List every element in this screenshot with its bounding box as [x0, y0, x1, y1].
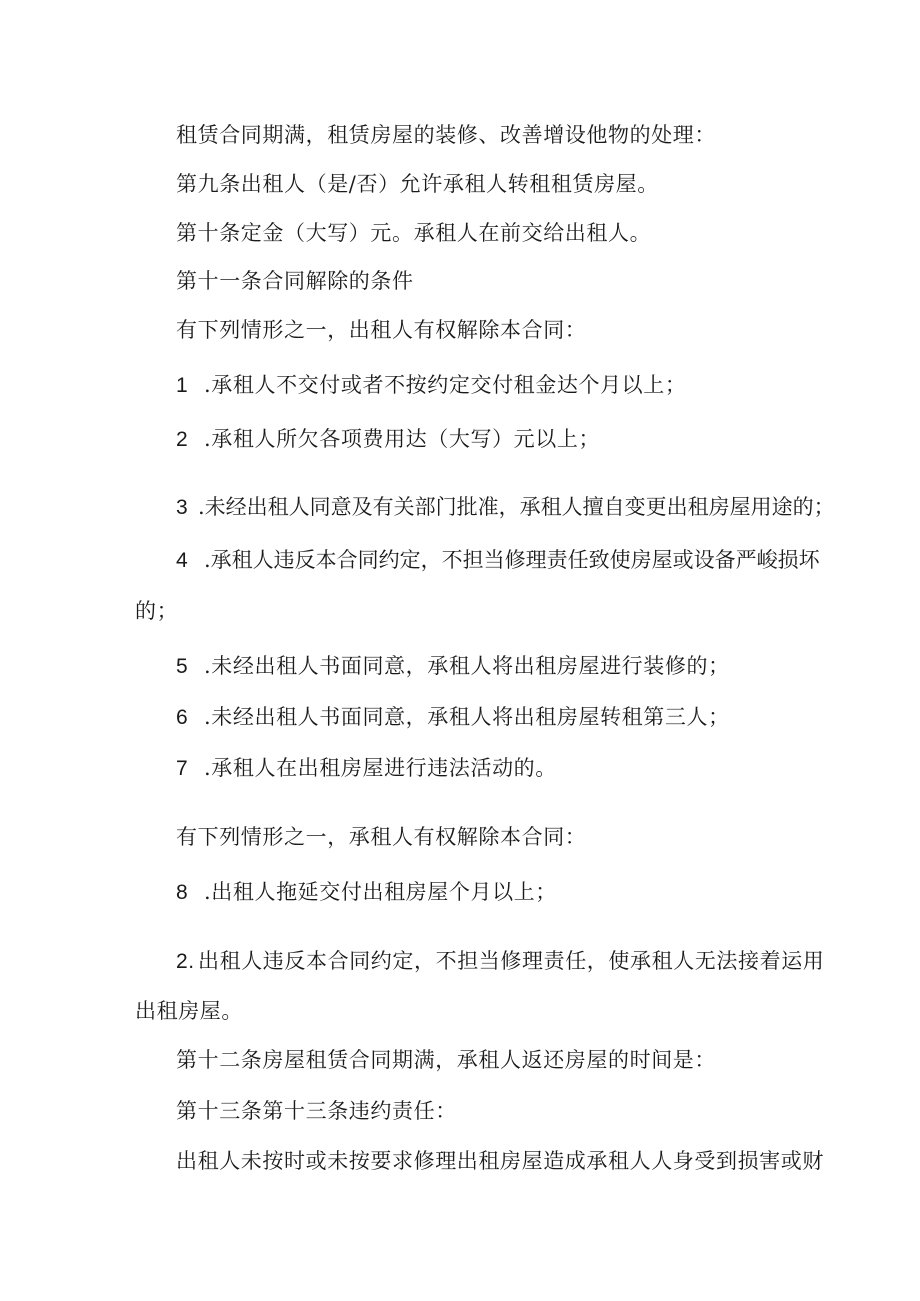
lessee-termination-intro: 有下列情形之一，承租人有权解除本合同：: [176, 825, 587, 849]
list-item: [176, 546, 820, 575]
item-number: 3: [176, 496, 189, 519]
item-text: .未经出租人书面同意，承租人将出租房屋进行装修的；: [204, 654, 730, 678]
list-item: [176, 878, 557, 907]
item-number: 8: [176, 881, 189, 904]
item-number: 2: [176, 428, 189, 451]
item-text: 出租人违反本合同约定，不担当修理责任，使承租人无法接着运用: [198, 949, 825, 973]
list-item: [176, 947, 824, 976]
list-item: [176, 493, 835, 522]
item-number: 5: [176, 655, 189, 678]
item-number: 6: [176, 706, 189, 729]
item-text: .出租人拖延交付出租房屋个月以上；: [204, 880, 557, 904]
item-number: 1: [176, 374, 189, 397]
item-text: .承租人违反本合同约定，不担当修理责任致使房屋或设备严峻损坏: [204, 548, 820, 572]
item-number: 4: [176, 549, 189, 572]
item-text: .未经出租人书面同意，承租人将出租房屋转租第三人；: [204, 705, 730, 729]
item-number: 2.: [176, 950, 195, 973]
article-9: 第九条出租人（是/否）允许承租人转租租赁房屋。: [176, 172, 659, 196]
article-11-heading: 第十一条合同解除的条件: [176, 269, 414, 293]
list-item: [176, 652, 730, 681]
article-13-heading: 第十三条第十三条违约责任：: [176, 1099, 457, 1123]
list-item-continuation: 的；: [135, 599, 179, 623]
list-item: [176, 371, 686, 400]
paragraph-lease-expiry: 租赁合同期满，租赁房屋的装修、改善增设他物的处理：: [176, 123, 716, 147]
breach-liability-paragraph: 出租人未按时或未按要求修理出租房屋造成承租人人身受到损害或财: [176, 1149, 824, 1173]
list-item: [176, 703, 730, 732]
lessor-termination-intro: 有下列情形之一，出租人有权解除本合同：: [176, 318, 587, 342]
list-item: [176, 425, 600, 454]
item-text: .承租人所欠各项费用达（大写）元以上；: [204, 427, 601, 451]
item-number: 7: [176, 757, 189, 780]
item-text: .承租人不交付或者不按约定交付租金达个月以上；: [204, 373, 687, 397]
list-item: [176, 754, 557, 783]
item-text: .未经出租人同意及有关部门批准，承租人擅自变更出租房屋用途的；: [198, 495, 835, 519]
item-text: .承租人在出租房屋进行违法活动的。: [204, 756, 557, 780]
article-10: 第十条定金（大写）元。承租人在前交给出租人。: [176, 221, 652, 245]
list-item-continuation: 出租房屋。: [135, 999, 243, 1023]
article-12: 第十二条房屋租赁合同期满，承租人返还房屋的时间是：: [176, 1048, 716, 1072]
